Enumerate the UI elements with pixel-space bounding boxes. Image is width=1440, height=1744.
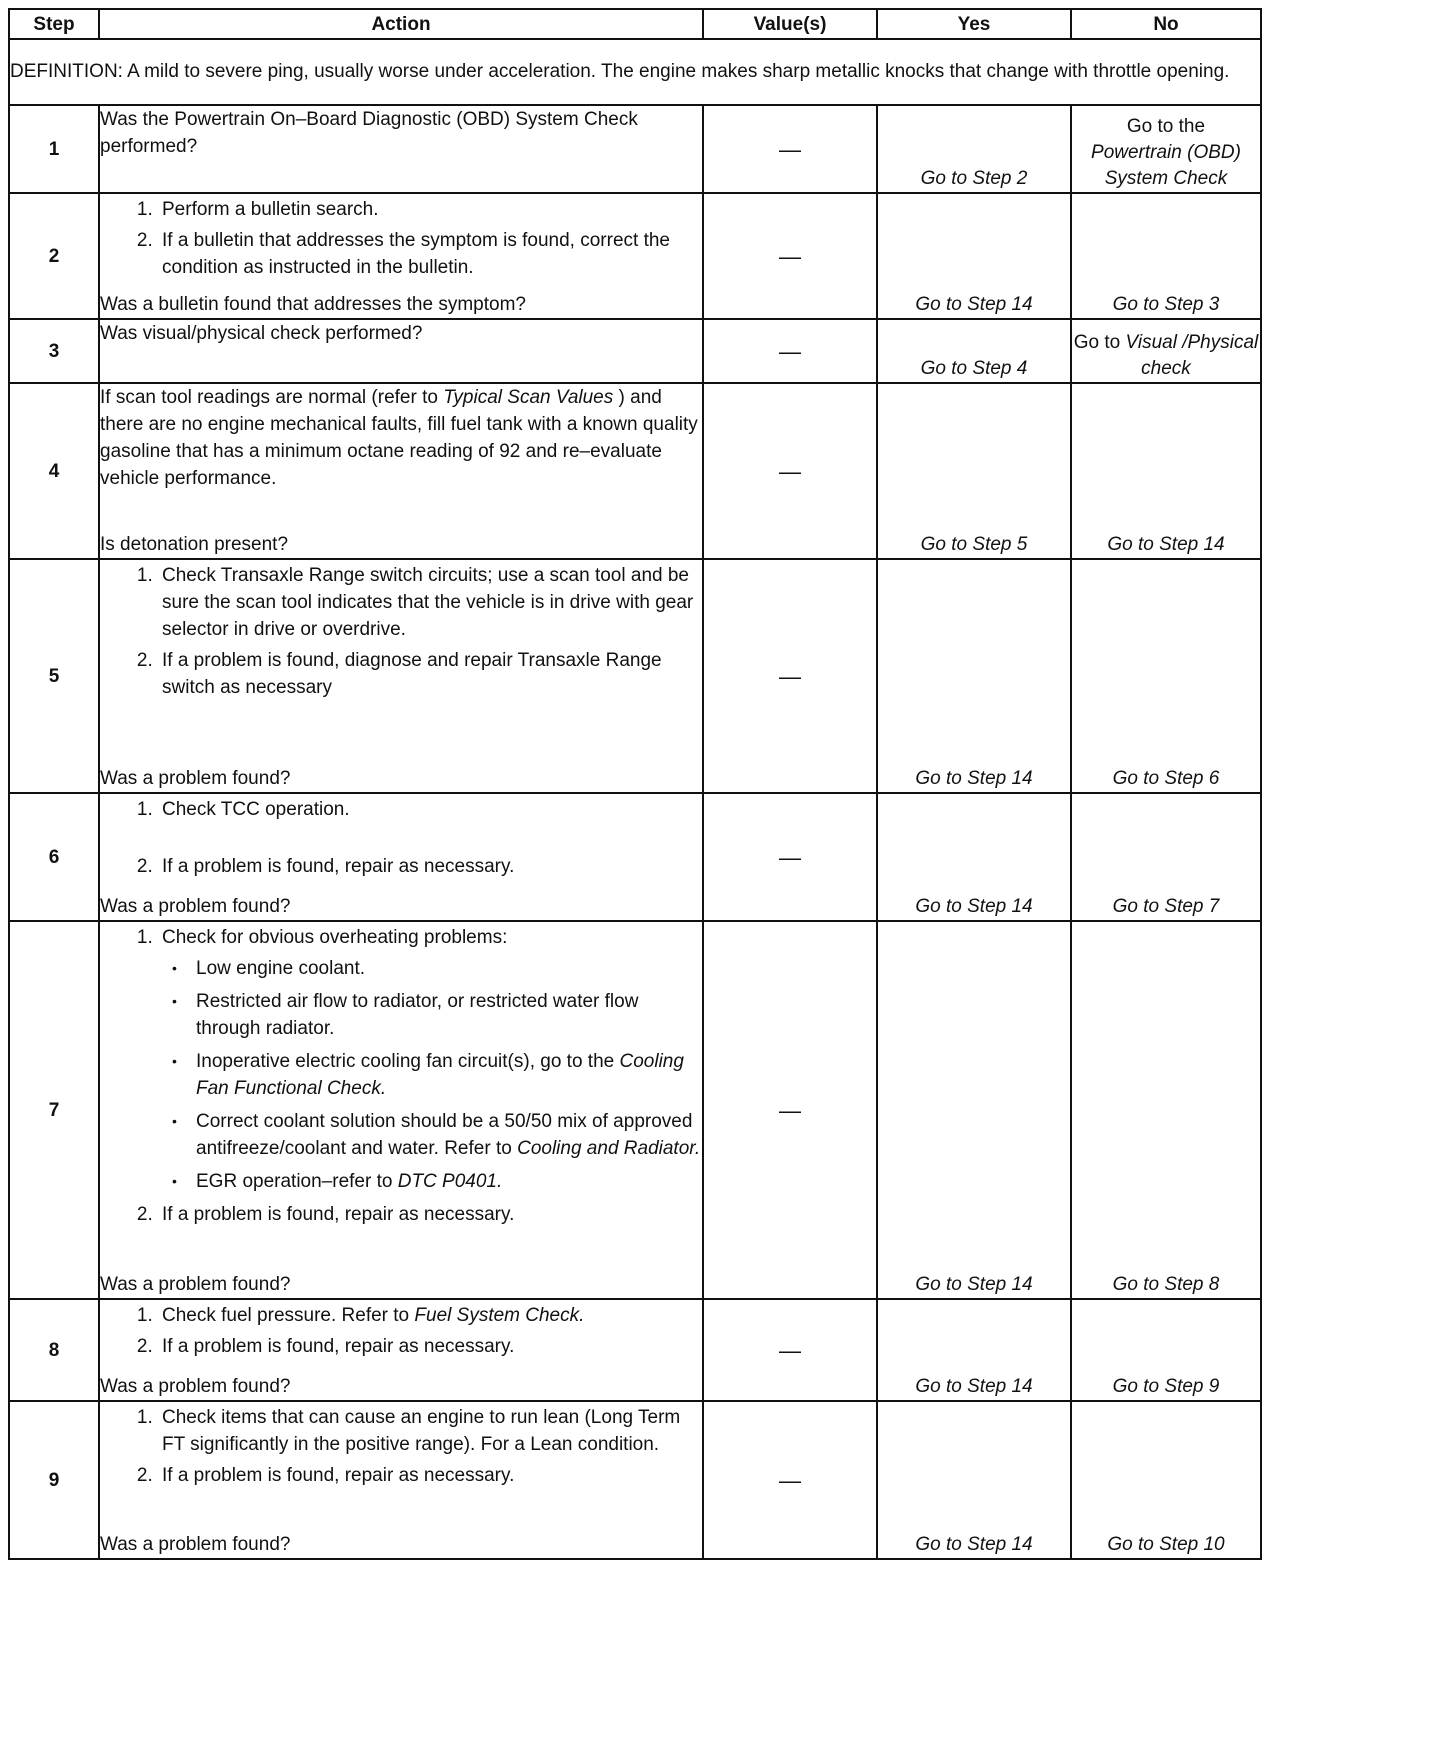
value-cell: — xyxy=(703,319,877,383)
value-cell: — xyxy=(703,105,877,193)
value-cell: — xyxy=(703,921,877,1299)
list-item: 1. Check TCC operation. xyxy=(158,796,702,823)
no-cell xyxy=(1071,319,1261,383)
question-text: Was a problem found? xyxy=(100,1274,291,1295)
header-values: Value(s) xyxy=(703,9,877,39)
yes-link[interactable]: Go to Step 2 xyxy=(877,105,1071,193)
definition-row xyxy=(9,39,1261,105)
no-link[interactable]: Go to Step 14 xyxy=(1071,383,1261,559)
list-item: 2. If a bulletin that addresses the symptom is found, correct the condition as instructed in the bulletin. xyxy=(158,227,702,281)
yes-link[interactable]: Go to Step 5 xyxy=(877,383,1071,559)
action-text xyxy=(100,384,702,492)
no-cell xyxy=(1071,105,1261,193)
yes-link[interactable]: Go to Step 14 xyxy=(877,793,1071,921)
bullet-item xyxy=(192,1108,702,1162)
list-item xyxy=(158,924,702,1195)
no-link[interactable]: Go to Step 8 xyxy=(1071,921,1261,1299)
list-item: 2. If a problem is found, repair as necessary. xyxy=(158,1201,702,1228)
action-list xyxy=(100,1300,702,1364)
list-item: 1. Perform a bulletin search. xyxy=(158,196,702,223)
action-cell xyxy=(99,793,703,921)
cooling-fan-check-ref[interactable]: Cooling Fan Functional Check. xyxy=(196,1051,684,1099)
no-link[interactable]: Go to Step 6 xyxy=(1071,559,1261,793)
value-cell: — xyxy=(703,1401,877,1559)
bullet-item xyxy=(192,1168,702,1195)
action-cell xyxy=(99,319,703,383)
header-row xyxy=(9,9,1261,39)
table-row xyxy=(9,383,1261,559)
list-item: 2. If a problem is found, diagnose and repair Transaxle Range switch as necessary xyxy=(158,647,702,701)
dtc-p0401-ref[interactable]: DTC P0401. xyxy=(397,1171,503,1192)
list-item: 2. If a problem is found, repair as necessary. xyxy=(158,1462,702,1489)
bullet-item: • Low engine coolant. xyxy=(192,955,702,982)
typical-scan-values-ref[interactable]: Typical Scan Values xyxy=(443,387,614,408)
step-number: 8 xyxy=(9,1299,99,1401)
value-cell: — xyxy=(703,559,877,793)
yes-link[interactable]: Go to Step 14 xyxy=(877,1299,1071,1401)
list-item-text: Check for obvious overheating problems: xyxy=(162,927,508,948)
action-list xyxy=(100,560,702,705)
list-item: 2. If a problem is found, repair as necessary. xyxy=(158,853,702,880)
table-row xyxy=(9,559,1261,793)
list-item xyxy=(158,1302,702,1329)
yes-link[interactable]: Go to Step 14 xyxy=(877,921,1071,1299)
table-row xyxy=(9,1401,1261,1559)
question-text: Was a problem found? xyxy=(100,1534,291,1555)
action-list xyxy=(100,1402,702,1493)
table-row xyxy=(9,105,1261,193)
fuel-system-check-ref[interactable]: Fuel System Check. xyxy=(414,1305,585,1326)
step-number: 9 xyxy=(9,1401,99,1559)
no-link[interactable]: Go to Step 7 xyxy=(1071,793,1261,921)
cooling-radiator-ref[interactable]: Cooling and Radiator. xyxy=(517,1138,701,1159)
bullet-list xyxy=(162,955,702,1195)
question-text: Was a problem found? xyxy=(100,768,291,789)
table-row xyxy=(9,319,1261,383)
value-cell: — xyxy=(703,383,877,559)
table-row xyxy=(9,921,1261,1299)
question-text: Is detonation present? xyxy=(100,534,289,555)
no-link[interactable]: Powertrain (OBD) System Check xyxy=(1091,142,1241,189)
bullet-text: EGR operation–refer to xyxy=(196,1171,393,1192)
question-text: Was a problem found? xyxy=(100,1376,291,1397)
action-cell xyxy=(99,1299,703,1401)
action-text-pre: If scan tool readings are normal (refer to xyxy=(100,387,438,408)
bullet-item xyxy=(192,1048,702,1102)
no-link[interactable]: Visual /Physical check xyxy=(1125,332,1259,379)
bullet-text: Correct coolant solution should be a 50/50 mix of approved antifreeze/coolant and water. Refer to xyxy=(196,1111,693,1159)
bullet-text: Inoperative electric cooling fan circuit(s), go to the xyxy=(196,1051,615,1072)
list-item: 2. If a problem is found, repair as necessary. xyxy=(158,1333,702,1360)
header-yes: Yes xyxy=(877,9,1071,39)
header-action: Action xyxy=(99,9,703,39)
diagnostic-table xyxy=(8,8,1262,1560)
no-link[interactable]: Go to Step 10 xyxy=(1071,1401,1261,1559)
action-list xyxy=(100,794,702,884)
action-cell xyxy=(99,383,703,559)
diagnostic-page xyxy=(8,8,1260,1558)
action-text-post: ) and there are no engine mechanical faults, fill fuel tank with a known quality gasoline that has a minimum octane reading of 92 and re–evaluate vehicle performance. xyxy=(100,387,698,489)
action-cell xyxy=(99,559,703,793)
action-cell xyxy=(99,105,703,193)
list-item: 1. Check items that can cause an engine to run lean (Long Term FT significantly in the positive range). For a Lean condition. xyxy=(158,1404,702,1458)
value-cell: — xyxy=(703,1299,877,1401)
value-cell: — xyxy=(703,793,877,921)
no-link[interactable]: Go to Step 9 xyxy=(1071,1299,1261,1401)
step-number: 3 xyxy=(9,319,99,383)
table-row xyxy=(9,193,1261,319)
header-step: Step xyxy=(9,9,99,39)
step-number: 1 xyxy=(9,105,99,193)
step-number: 5 xyxy=(9,559,99,793)
no-prefix: Go to xyxy=(1073,332,1121,353)
step-number: 7 xyxy=(9,921,99,1299)
step-number: 2 xyxy=(9,193,99,319)
list-item: 1. Check Transaxle Range switch circuits; use a scan tool and be sure the scan tool indicates that the vehicle is in drive with gear selector in drive or overdrive. xyxy=(158,562,702,643)
no-link[interactable]: Go to Step 3 xyxy=(1071,193,1261,319)
yes-link[interactable]: Go to Step 14 xyxy=(877,559,1071,793)
action-list xyxy=(100,922,702,1232)
question-text: Was a bulletin found that addresses the symptom? xyxy=(100,294,526,315)
no-prefix: Go to the xyxy=(1126,116,1206,137)
header-no: No xyxy=(1071,9,1261,39)
action-cell xyxy=(99,1401,703,1559)
action-list xyxy=(100,194,702,285)
table-row xyxy=(9,793,1261,921)
step-number: 4 xyxy=(9,383,99,559)
action-text: Was the Powertrain On–Board Diagnostic (OBD) System Check performed? xyxy=(100,109,638,157)
table-row xyxy=(9,1299,1261,1401)
yes-link[interactable]: Go to Step 14 xyxy=(877,1401,1071,1559)
definition-text: DEFINITION: A mild to severe ping, usually worse under acceleration. The engine makes sharp metallic knocks that change with throttle opening. xyxy=(9,39,1261,105)
action-cell xyxy=(99,921,703,1299)
step-number: 6 xyxy=(9,793,99,921)
action-cell xyxy=(99,193,703,319)
value-cell: — xyxy=(703,193,877,319)
yes-link[interactable]: Go to Step 4 xyxy=(877,319,1071,383)
question-text: Was a problem found? xyxy=(100,896,291,917)
bullet-item: • Restricted air flow to radiator, or restricted water flow through radiator. xyxy=(192,988,702,1042)
list-item-text: Check fuel pressure. Refer to xyxy=(162,1305,410,1326)
yes-link[interactable]: Go to Step 14 xyxy=(877,193,1071,319)
action-text: Was visual/physical check performed? xyxy=(100,323,423,344)
